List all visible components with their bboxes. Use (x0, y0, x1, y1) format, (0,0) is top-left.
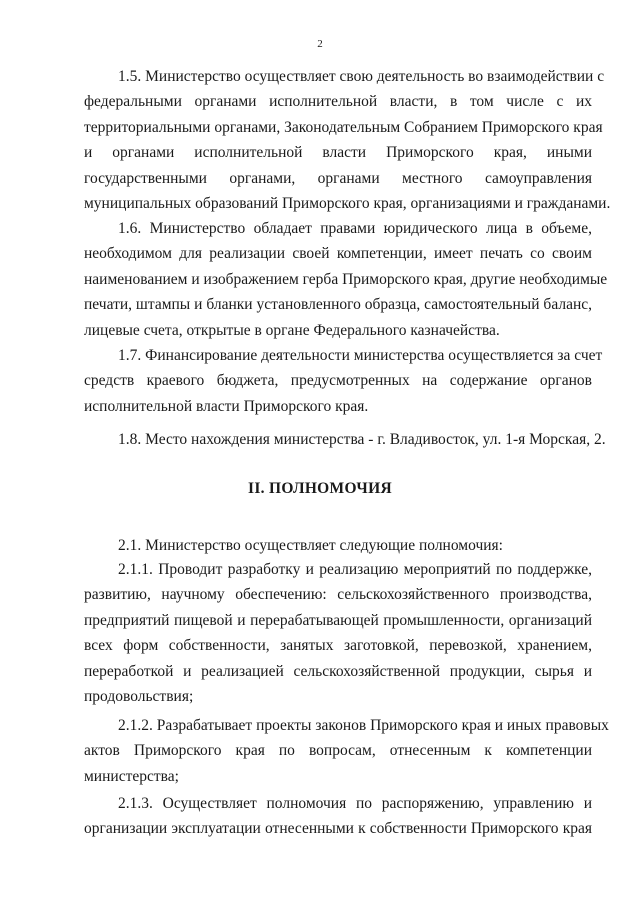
paragraph-1-5 (84, 64, 611, 216)
paragraph-line: 1.6. Министерство обладает правами юридического лица в объеме, (118, 220, 592, 237)
paragraph-line: лицевые счета, открытые в органе Федерального казначейства. (84, 321, 500, 339)
paragraph-line: исполнительной власти Приморского края. (84, 397, 369, 415)
paragraph-line: муниципальных образований Приморского края, организациями и гражданами. (84, 194, 611, 212)
paragraph-line: актов Приморского края по вопросам, отнесенным к компетенции (84, 742, 592, 760)
paragraph-line: предприятий пищевой и перерабатывающей промышленности, организаций (84, 611, 592, 629)
paragraph-line: 1.7. Финансирование деятельности министерства осуществляется за счет (118, 347, 603, 364)
paragraph-line: и органами исполнительной власти Приморского края, иными (84, 144, 592, 162)
paragraph-2-1 (84, 533, 592, 558)
paragraph-line: продовольствия; (84, 687, 194, 705)
paragraph-line: министерства; (84, 767, 179, 785)
paragraph-line: территориальными органами, Законодательным Собранием Приморского края (84, 118, 603, 136)
paragraph-1-6 (84, 216, 608, 343)
paragraph-line: 1.8. Место нахождения министерства - г. Владивосток, ул. 1-я Морская, 2. (118, 431, 606, 448)
paragraph-line: наименованием и изображением герба Приморского края, другие необходимые (84, 270, 608, 288)
paragraph-1-7 (84, 343, 603, 419)
paragraph-2-1-3 (84, 791, 592, 842)
paragraph-2-1-1 (84, 557, 592, 709)
paragraph-line: организации эксплуатации отнесенными к собственности Приморского края (84, 820, 592, 838)
paragraph-line: государственными органами, органами местного самоуправления (84, 169, 592, 187)
paragraph-line: 2.1.3. Осуществляет полномочия по распоряжению, управлению и (118, 795, 592, 812)
paragraph-line: 2.1.2. Разрабатывает проекты законов Приморского края и иных правовых (118, 717, 609, 734)
paragraph-line: всех форм собственности, занятых заготовкой, перевозкой, хранением, (84, 637, 592, 655)
paragraph-1-8 (84, 427, 606, 452)
paragraph-line: переработкой и реализацией сельскохозяйственной продукции, сырья и (84, 662, 592, 680)
page-number: 2 (317, 38, 323, 50)
paragraph-line: 1.5. Министерство осуществляет свою деятельность во взаимодействии с (118, 68, 605, 85)
paragraph-line: 2.1. Министерство осуществляет следующие полномочия: (118, 537, 503, 554)
paragraph-line: средств краевого бюджета, предусмотренных на содержание органов (84, 372, 592, 390)
paragraph-line: необходимом для реализации своей компетенции, имеет печать со своим (84, 245, 592, 263)
section-heading: II. ПОЛНОМОЧИЯ (248, 480, 392, 497)
paragraph-2-1-2 (84, 713, 609, 789)
paragraph-line: печати, штампы и бланки установленного образца, самостоятельный баланс, (84, 296, 592, 314)
paragraph-line: развитию, научному обеспечению: сельскохозяйственного производства, (84, 586, 592, 604)
paragraph-line: 2.1.1. Проводит разработку и реализацию мероприятий по поддержке, (118, 561, 592, 578)
paragraph-line: федеральными органами исполнительной власти, в том числе с их (84, 93, 592, 111)
